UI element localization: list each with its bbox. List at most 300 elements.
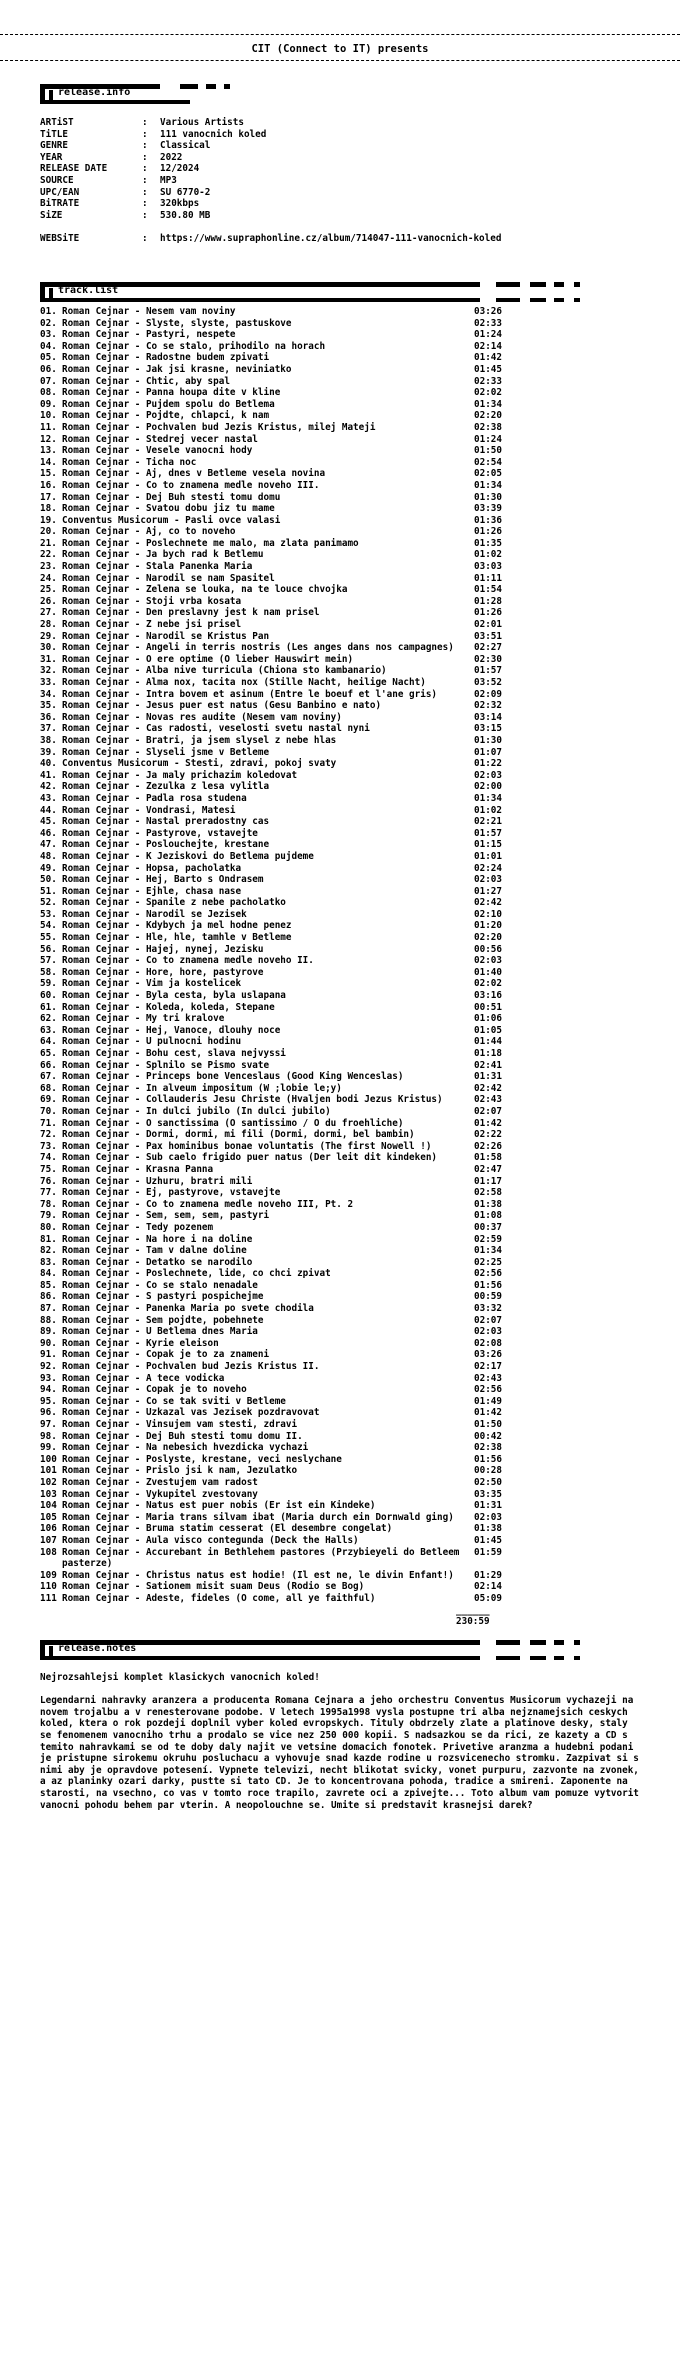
- track-title: Roman Cejnar - Dej Buh stesti tomu domu: [62, 491, 281, 503]
- track-duration: 02:42: [474, 897, 502, 909]
- track-number: 67.: [40, 1071, 57, 1083]
- track-row: [40, 549, 660, 561]
- track-row: [40, 758, 660, 770]
- track-number: 101: [40, 1465, 57, 1477]
- track-row: [40, 723, 660, 735]
- track-title: Roman Cejnar - Princeps bone Venceslaus (Good King Wenceslas): [62, 1071, 404, 1083]
- track-title: Roman Cejnar - Intra bovem et asinum (Entre le boeuf et l'ane gris): [62, 688, 438, 700]
- track-title: Roman Cejnar - Z nebe jsi prisel: [62, 619, 242, 631]
- track-duration: 02:03: [474, 1326, 502, 1338]
- track-duration: 01:34: [474, 792, 502, 804]
- track-title: Roman Cejnar - Pochvalen bud Jezis Kristus, milej Mateji: [62, 421, 376, 433]
- track-row: [40, 1338, 660, 1350]
- track-row: [40, 1257, 660, 1269]
- info-key: UPC/EAN: [40, 186, 80, 198]
- section-header-release-notes: [40, 1640, 640, 1660]
- track-title: Roman Cejnar - Pochvalen bud Jezis Kristus II.: [62, 1361, 320, 1373]
- track-duration: 01:58: [474, 1152, 502, 1164]
- track-number: 08.: [40, 387, 57, 399]
- track-duration: 01:40: [474, 966, 502, 978]
- track-number: 31.: [40, 653, 57, 665]
- track-row: [40, 422, 660, 434]
- info-row: [40, 210, 680, 222]
- track-number: 61.: [40, 1001, 57, 1013]
- track-row: [40, 1407, 660, 1419]
- info-separator: :: [142, 174, 148, 186]
- track-title: Roman Cejnar - Kdybych ja mel hodne penez: [62, 920, 292, 932]
- track-title: Roman Cejnar - Detatko se narodilo: [62, 1256, 253, 1268]
- track-number: 44.: [40, 804, 57, 816]
- track-number: 36.: [40, 711, 57, 723]
- track-title: Roman Cejnar - My tri kralove: [62, 1013, 225, 1025]
- track-row: [40, 584, 660, 596]
- track-title: Roman Cejnar - Panna houpa dite v kline: [62, 387, 281, 399]
- track-title: Roman Cejnar - Sationem misit suam Deus (Rodio se Bog): [62, 1581, 365, 1593]
- track-number: 75.: [40, 1163, 57, 1175]
- track-title: Roman Cejnar - Pastyrove, vstavejte: [62, 827, 258, 839]
- track-duration: 02:27: [474, 642, 502, 654]
- track-number: 84.: [40, 1268, 57, 1280]
- track-title: Roman Cejnar - Den preslavny jest k nam prisel: [62, 607, 320, 619]
- track-row: [40, 1512, 660, 1524]
- track-title: Roman Cejnar - Poslechnete me malo, ma zlata panimamo: [62, 537, 359, 549]
- track-number: 30.: [40, 642, 57, 654]
- track-title: Roman Cejnar - Pastyri, nespete: [62, 329, 236, 341]
- track-number: 16.: [40, 479, 57, 491]
- track-number: 21.: [40, 537, 57, 549]
- track-duration: 03:51: [474, 630, 502, 642]
- track-number: 26.: [40, 595, 57, 607]
- track-duration: 03:52: [474, 677, 502, 688]
- track-number: 62.: [40, 1013, 57, 1025]
- track-number: 32.: [40, 665, 57, 677]
- info-value: SU 6770-2: [160, 186, 211, 198]
- track-row: [40, 492, 660, 504]
- page-title: CIT (Connect to IT) presents: [251, 43, 429, 55]
- track-title: Roman Cejnar - Vim ja kostelicek: [62, 978, 242, 990]
- track-number: 53.: [40, 908, 57, 920]
- track-title: Roman Cejnar - In alveum impositum (W ;lobie le;y): [62, 1082, 342, 1094]
- track-number: 56.: [40, 943, 57, 955]
- track-number: 45.: [40, 816, 57, 828]
- track-row: [40, 1465, 660, 1477]
- track-number: 37.: [40, 723, 57, 735]
- track-duration: 01:08: [474, 1210, 502, 1222]
- track-duration: 01:18: [474, 1048, 502, 1059]
- track-duration: 00:42: [474, 1430, 502, 1442]
- track-row: [40, 1094, 660, 1106]
- info-separator: :: [142, 140, 148, 152]
- track-row: [40, 399, 660, 411]
- track-title: Roman Cejnar - Copak je to noveho: [62, 1384, 247, 1396]
- track-duration: 02:08: [474, 1337, 502, 1349]
- track-duration: 00:56: [474, 943, 502, 955]
- track-number: 71.: [40, 1117, 57, 1129]
- track-row: [40, 967, 660, 979]
- track-duration: 03:03: [474, 561, 502, 573]
- track-title: Roman Cejnar - O ere optime (O lieber Hauswirt mein): [62, 653, 354, 665]
- track-number: 12.: [40, 433, 57, 445]
- track-duration: 00:37: [474, 1221, 502, 1233]
- track-row: [40, 770, 660, 782]
- info-separator: :: [142, 128, 148, 140]
- track-duration: 01:45: [474, 1534, 502, 1546]
- track-number: 95.: [40, 1395, 57, 1407]
- track-duration: 01:22: [474, 758, 502, 770]
- track-duration: 01:54: [474, 584, 502, 596]
- track-number: 51.: [40, 885, 57, 897]
- track-row: [40, 665, 660, 677]
- section-label: release.notes: [58, 1643, 137, 1654]
- track-number: 55.: [40, 932, 57, 944]
- info-row: [40, 198, 680, 210]
- track-title: Roman Cejnar - In dulci jubilo (In dulci jubilo): [62, 1105, 331, 1117]
- track-number: 47.: [40, 839, 57, 851]
- info-key: ARTiST: [40, 117, 74, 128]
- track-title: Roman Cejnar - Slyste, slyste, pastuskove: [62, 317, 292, 329]
- track-number: 85.: [40, 1279, 57, 1291]
- track-number: 63.: [40, 1024, 57, 1036]
- track-duration: 01:31: [474, 1071, 502, 1083]
- track-row: [40, 376, 660, 388]
- track-duration: 02:30: [474, 653, 502, 665]
- track-number: 29.: [40, 630, 57, 642]
- track-number: 40.: [40, 758, 57, 770]
- track-duration: 01:07: [474, 746, 502, 758]
- track-number: 13.: [40, 445, 57, 457]
- track-duration: 02:14: [474, 1581, 502, 1593]
- track-row: [40, 735, 660, 747]
- track-number: 97.: [40, 1419, 57, 1430]
- track-duration: 00:59: [474, 1291, 502, 1303]
- track-duration: 03:26: [474, 1349, 502, 1361]
- track-duration: 01:45: [474, 363, 502, 375]
- track-number: 103: [40, 1488, 57, 1500]
- track-duration: 02:03: [474, 1511, 502, 1523]
- info-row: [40, 163, 680, 175]
- track-row: [40, 457, 660, 469]
- track-row: [40, 1129, 660, 1141]
- track-number: 10.: [40, 410, 57, 422]
- track-title: Roman Cejnar - Hej, Barto s Ondrasem: [62, 874, 264, 886]
- track-row: [40, 1222, 660, 1234]
- info-value: Classical: [160, 140, 211, 152]
- info-row: [40, 175, 680, 187]
- track-row: [40, 955, 660, 967]
- info-value: Various Artists: [160, 117, 244, 128]
- track-number: 73.: [40, 1140, 57, 1152]
- track-title: Roman Cejnar - Nesem vam noviny: [62, 306, 236, 317]
- track-title: Roman Cejnar - Jak jsi krasne, neviniatko: [62, 363, 292, 375]
- track-number: 110: [40, 1581, 57, 1593]
- track-title: Conventus Musicorum - Pasli ovce valasi: [62, 514, 281, 526]
- track-row: [40, 1036, 660, 1048]
- track-row: [40, 1547, 660, 1570]
- track-number: 27.: [40, 607, 57, 619]
- track-title: Roman Cejnar - Co se stalo nenadale: [62, 1279, 258, 1291]
- track-title: Roman Cejnar - Panenka Maria po svete chodila: [62, 1303, 314, 1315]
- track-duration: 02:50: [474, 1476, 502, 1488]
- track-duration: 01:28: [474, 595, 502, 607]
- track-duration: 02:01: [474, 619, 502, 631]
- track-title: Roman Cejnar - Nastal preradostny cas: [62, 816, 270, 828]
- track-number: 28.: [40, 619, 57, 631]
- track-number: 100: [40, 1453, 57, 1465]
- track-row: [40, 631, 660, 643]
- track-number: 102: [40, 1476, 57, 1488]
- track-row: [40, 1581, 660, 1593]
- track-number: 68.: [40, 1082, 57, 1094]
- track-duration: 02:42: [474, 1082, 502, 1094]
- track-number: 104: [40, 1500, 57, 1512]
- track-number: 18.: [40, 503, 57, 515]
- track-duration: 02:56: [474, 1384, 502, 1396]
- track-row: [40, 596, 660, 608]
- track-row: [40, 1199, 660, 1211]
- track-duration: 01:57: [474, 665, 502, 677]
- info-value: 111 vanocnich koled: [160, 128, 267, 140]
- track-duration: 01:36: [474, 514, 502, 526]
- track-row: [40, 1442, 660, 1454]
- track-row: [40, 1326, 660, 1338]
- info-separator: :: [142, 209, 148, 221]
- track-row: [40, 1048, 660, 1060]
- track-number: 92.: [40, 1361, 57, 1373]
- track-row: [40, 1291, 660, 1303]
- track-number: 43.: [40, 792, 57, 804]
- track-duration: 02:47: [474, 1163, 502, 1175]
- track-title: Roman Cejnar - Padla rosa studena: [62, 792, 247, 804]
- track-row: [40, 863, 660, 875]
- track-duration: 03:14: [474, 711, 502, 723]
- track-title: Roman Cejnar - Aj, dnes v Betleme vesela novina: [62, 468, 326, 480]
- track-title: Roman Cejnar - Co se stalo, prihodilo na horach: [62, 340, 326, 352]
- track-title: Roman Cejnar - Bratri, ja jsem slysel z nebe hlas: [62, 734, 337, 746]
- track-title: Roman Cejnar - Co to znamena medle noveho III.: [62, 479, 320, 491]
- track-title: Roman Cejnar - Narodil se Jezisek: [62, 908, 247, 920]
- track-title: Roman Cejnar - Ja maly prichazim koledovat: [62, 769, 298, 781]
- track-duration: 02:20: [474, 410, 502, 422]
- track-duration: 02:21: [474, 816, 502, 828]
- info-value: https://www.supraphonline.cz/album/714047-111-vanocnich-koled: [160, 232, 502, 244]
- track-duration: 01:01: [474, 850, 502, 862]
- track-duration: 02:00: [474, 781, 502, 793]
- track-number: 07.: [40, 375, 57, 387]
- track-row: [40, 1349, 660, 1361]
- track-row: [40, 1303, 660, 1315]
- track-row: [40, 1535, 660, 1547]
- track-title: Roman Cejnar - Uzkazal vas Jezisek pozdravovat: [62, 1407, 320, 1419]
- track-number: 57.: [40, 955, 57, 967]
- track-title: Roman Cejnar - Krasna Panna: [62, 1163, 214, 1175]
- track-title: Roman Cejnar - Spanile z nebe pacholatko: [62, 897, 286, 909]
- track-duration: 01:56: [474, 1279, 502, 1291]
- track-title: Roman Cejnar - Maria trans silvam ibat (Maria durch ein Dornwald ging): [62, 1511, 454, 1523]
- track-row: [40, 1210, 660, 1222]
- track-number: 50.: [40, 874, 57, 886]
- track-title: Roman Cejnar - Christus natus est hodie! (Il est ne, le divin Enfant!): [62, 1569, 454, 1581]
- track-number: 23.: [40, 561, 57, 573]
- track-duration: 02:43: [474, 1372, 502, 1384]
- track-row: [40, 689, 660, 701]
- track-title: Roman Cejnar - Accurebant in Bethlehem pastores (Przybieyeli do Betleem pasterze): [62, 1546, 460, 1570]
- track-row: [40, 1593, 660, 1605]
- info-value: 530.80 MB: [160, 209, 211, 221]
- info-separator: :: [142, 186, 148, 198]
- info-separator: :: [142, 163, 148, 175]
- track-duration: 01:06: [474, 1013, 502, 1025]
- section-header-track-list: [40, 282, 640, 302]
- info-key: SOURCE: [40, 174, 74, 186]
- track-number: 99.: [40, 1442, 57, 1454]
- track-number: 46.: [40, 827, 57, 839]
- track-number: 64.: [40, 1036, 57, 1048]
- track-row: [40, 538, 660, 550]
- track-title: Roman Cejnar - K Jeziskovi do Betlema pujdeme: [62, 850, 314, 862]
- track-title: Roman Cejnar - Na nebesich hvezdicka vychazi: [62, 1442, 309, 1454]
- track-row: [40, 1454, 660, 1466]
- track-title: Roman Cejnar - Jesus puer est natus (Gesu Banbino e nato): [62, 700, 382, 712]
- info-row: [40, 152, 680, 164]
- info-key: YEAR: [40, 151, 63, 163]
- info-row: [40, 221, 680, 233]
- track-number: 80.: [40, 1221, 57, 1233]
- track-row: [40, 561, 660, 573]
- track-number: 70.: [40, 1105, 57, 1117]
- info-separator: :: [142, 151, 148, 163]
- track-row: [40, 1280, 660, 1292]
- track-number: 60.: [40, 990, 57, 1002]
- track-row: [40, 747, 660, 759]
- track-title: Roman Cejnar - Tam v dalne doline: [62, 1245, 247, 1257]
- track-number: 25.: [40, 584, 57, 596]
- track-row: [40, 1245, 660, 1257]
- track-duration: 02:38: [474, 421, 502, 433]
- track-title: Roman Cejnar - Zvestujem vam radost: [62, 1476, 258, 1488]
- track-title: Roman Cejnar - U Betlema dnes Maria: [62, 1326, 258, 1338]
- info-row: [40, 187, 680, 199]
- track-number: 11.: [40, 421, 57, 433]
- track-number: 24.: [40, 572, 57, 584]
- track-duration: 02:03: [474, 955, 502, 967]
- track-duration: 01:02: [474, 549, 502, 561]
- track-duration: 02:24: [474, 862, 502, 874]
- track-duration: 03:35: [474, 1488, 502, 1500]
- total-duration: 230:59: [456, 1616, 490, 1628]
- track-row: [40, 1106, 660, 1118]
- track-title: Roman Cejnar - Zezulka z lesa vylitla: [62, 781, 270, 793]
- info-separator: [142, 221, 160, 233]
- track-duration: 02:38: [474, 1442, 502, 1454]
- info-value: 320kbps: [160, 198, 200, 210]
- track-row: [40, 573, 660, 585]
- track-row: [40, 480, 660, 492]
- track-number: 91.: [40, 1349, 57, 1361]
- track-duration: 01:26: [474, 607, 502, 619]
- track-number: 78.: [40, 1198, 57, 1210]
- track-duration: 01:02: [474, 804, 502, 816]
- track-row: [40, 828, 660, 840]
- track-title: Roman Cejnar - Dej Buh stesti tomu domu II.: [62, 1430, 303, 1442]
- track-row: [40, 1152, 660, 1164]
- track-row: [40, 1013, 660, 1025]
- track-title: Roman Cejnar - Ejhle, chasa nase: [62, 885, 242, 897]
- track-number: 69.: [40, 1094, 57, 1106]
- track-row: [40, 410, 660, 422]
- info-key: TiTLE: [40, 128, 68, 140]
- track-duration: 02:43: [474, 1094, 502, 1106]
- track-duration: 01:38: [474, 1198, 502, 1210]
- track-title: Roman Cejnar - Slyseli jsme v Betleme: [62, 746, 270, 758]
- info-key: [40, 221, 142, 233]
- track-number: 41.: [40, 769, 57, 781]
- track-row: [40, 445, 660, 457]
- track-row: [40, 1361, 660, 1373]
- track-number: 14.: [40, 456, 57, 468]
- track-title: Roman Cejnar - Collauderis Jesu Christe (Hvaljen bodi Jezus Kristus): [62, 1094, 443, 1106]
- track-row: [40, 1373, 660, 1385]
- track-duration: 01:30: [474, 491, 502, 503]
- track-row: [40, 805, 660, 817]
- track-title: Roman Cejnar - Bohu cest, slava nejvyssi: [62, 1048, 286, 1059]
- track-duration: 03:26: [474, 306, 502, 317]
- track-duration: 01:30: [474, 734, 502, 746]
- track-row: [40, 352, 660, 364]
- track-row: [40, 712, 660, 724]
- track-number: 58.: [40, 966, 57, 978]
- track-number: 33.: [40, 677, 57, 688]
- track-title: Roman Cejnar - Poslechnete, lide, co chci zpivat: [62, 1268, 331, 1280]
- track-number: 76.: [40, 1175, 57, 1187]
- track-row: [40, 1176, 660, 1188]
- header-rule-top: [0, 34, 680, 35]
- track-row: [40, 318, 660, 330]
- track-number: 83.: [40, 1256, 57, 1268]
- track-row: [40, 1141, 660, 1153]
- track-duration: 01:42: [474, 1117, 502, 1129]
- track-number: 79.: [40, 1210, 57, 1222]
- track-row: [40, 978, 660, 990]
- notes-paragraph: Legendarni nahravky aranzera a producenta Romana Cejnara a jeho orchestru Conventus Musicorum vychazeji na novem trojalbu a v renesterovane podobe. V letech 1995a1998 vysla postupne tri alba nejznamejsich ceskych koled, ktera o rok pozdeji doplnil vyber koled evropskych. Tituly obdrzely zlate a platinove desky, staly se fenomenem vanocniho trhu a prodalo se vice nez 250 000 kopii. S nadsazkou se da rici, ze kazety a CD s temito nahravkami se od te doby daly najit ve vetsine domacich fonotek. Privetive aranzma a hudebni podani je pristupne sirokemu okruhu posluchacu a vyhovuje snad kazde rodine u rozsvicenecho stromku. Zazpivat si s nimi aby je opravdove potesení. Vypnete televizi, necht blikotat svicky, vonet purpuru, zazvonte na zvonek, a az planinky ozari darky, pustte si tato CD. Je to koncentrovana pohoda, tradice a smireni. Zaponente na starosti, na vsechno, co vas v tomto roce trapilo, zavrete oci a zpivejte... Toto album vam pomuze vytvorit vanocni pohodu behem par vterin. A neopolouchne se. Umite si predstavit krasnejsi darek?: [40, 1695, 645, 1811]
- track-number: 09.: [40, 398, 57, 410]
- track-duration: 02:54: [474, 456, 502, 468]
- track-number: 15.: [40, 468, 57, 480]
- info-separator: :: [142, 117, 148, 128]
- track-number: 20.: [40, 526, 57, 538]
- track-duration: 01:05: [474, 1024, 502, 1036]
- track-title: Roman Cejnar - Pax hominibus bonae voluntatis (The first Nowell !): [62, 1140, 432, 1152]
- track-row: [40, 700, 660, 712]
- track-number: 86.: [40, 1291, 57, 1303]
- info-key: RELEASE DATE: [40, 163, 108, 175]
- track-duration: 01:26: [474, 526, 502, 538]
- track-row: [40, 642, 660, 654]
- track-duration: 02:07: [474, 1314, 502, 1326]
- track-number: 35.: [40, 700, 57, 712]
- track-title: Roman Cejnar - Alma nox, tacita nox (Stille Nacht, heilige Nacht): [62, 677, 426, 688]
- track-row: [40, 1431, 660, 1443]
- track-number: 81.: [40, 1233, 57, 1245]
- track-number: 82.: [40, 1245, 57, 1257]
- track-duration: 01:24: [474, 433, 502, 445]
- track-duration: 01:20: [474, 920, 502, 932]
- track-title: Roman Cejnar - Pojdte, chlapci, k nam: [62, 410, 270, 422]
- track-duration: 02:41: [474, 1059, 502, 1071]
- track-title: Roman Cejnar - Zelena se louka, na te louce chvojka: [62, 584, 348, 596]
- info-separator: :: [142, 232, 148, 244]
- track-title: Roman Cejnar - Chtic, aby spal: [62, 375, 230, 387]
- track-row: [40, 654, 660, 666]
